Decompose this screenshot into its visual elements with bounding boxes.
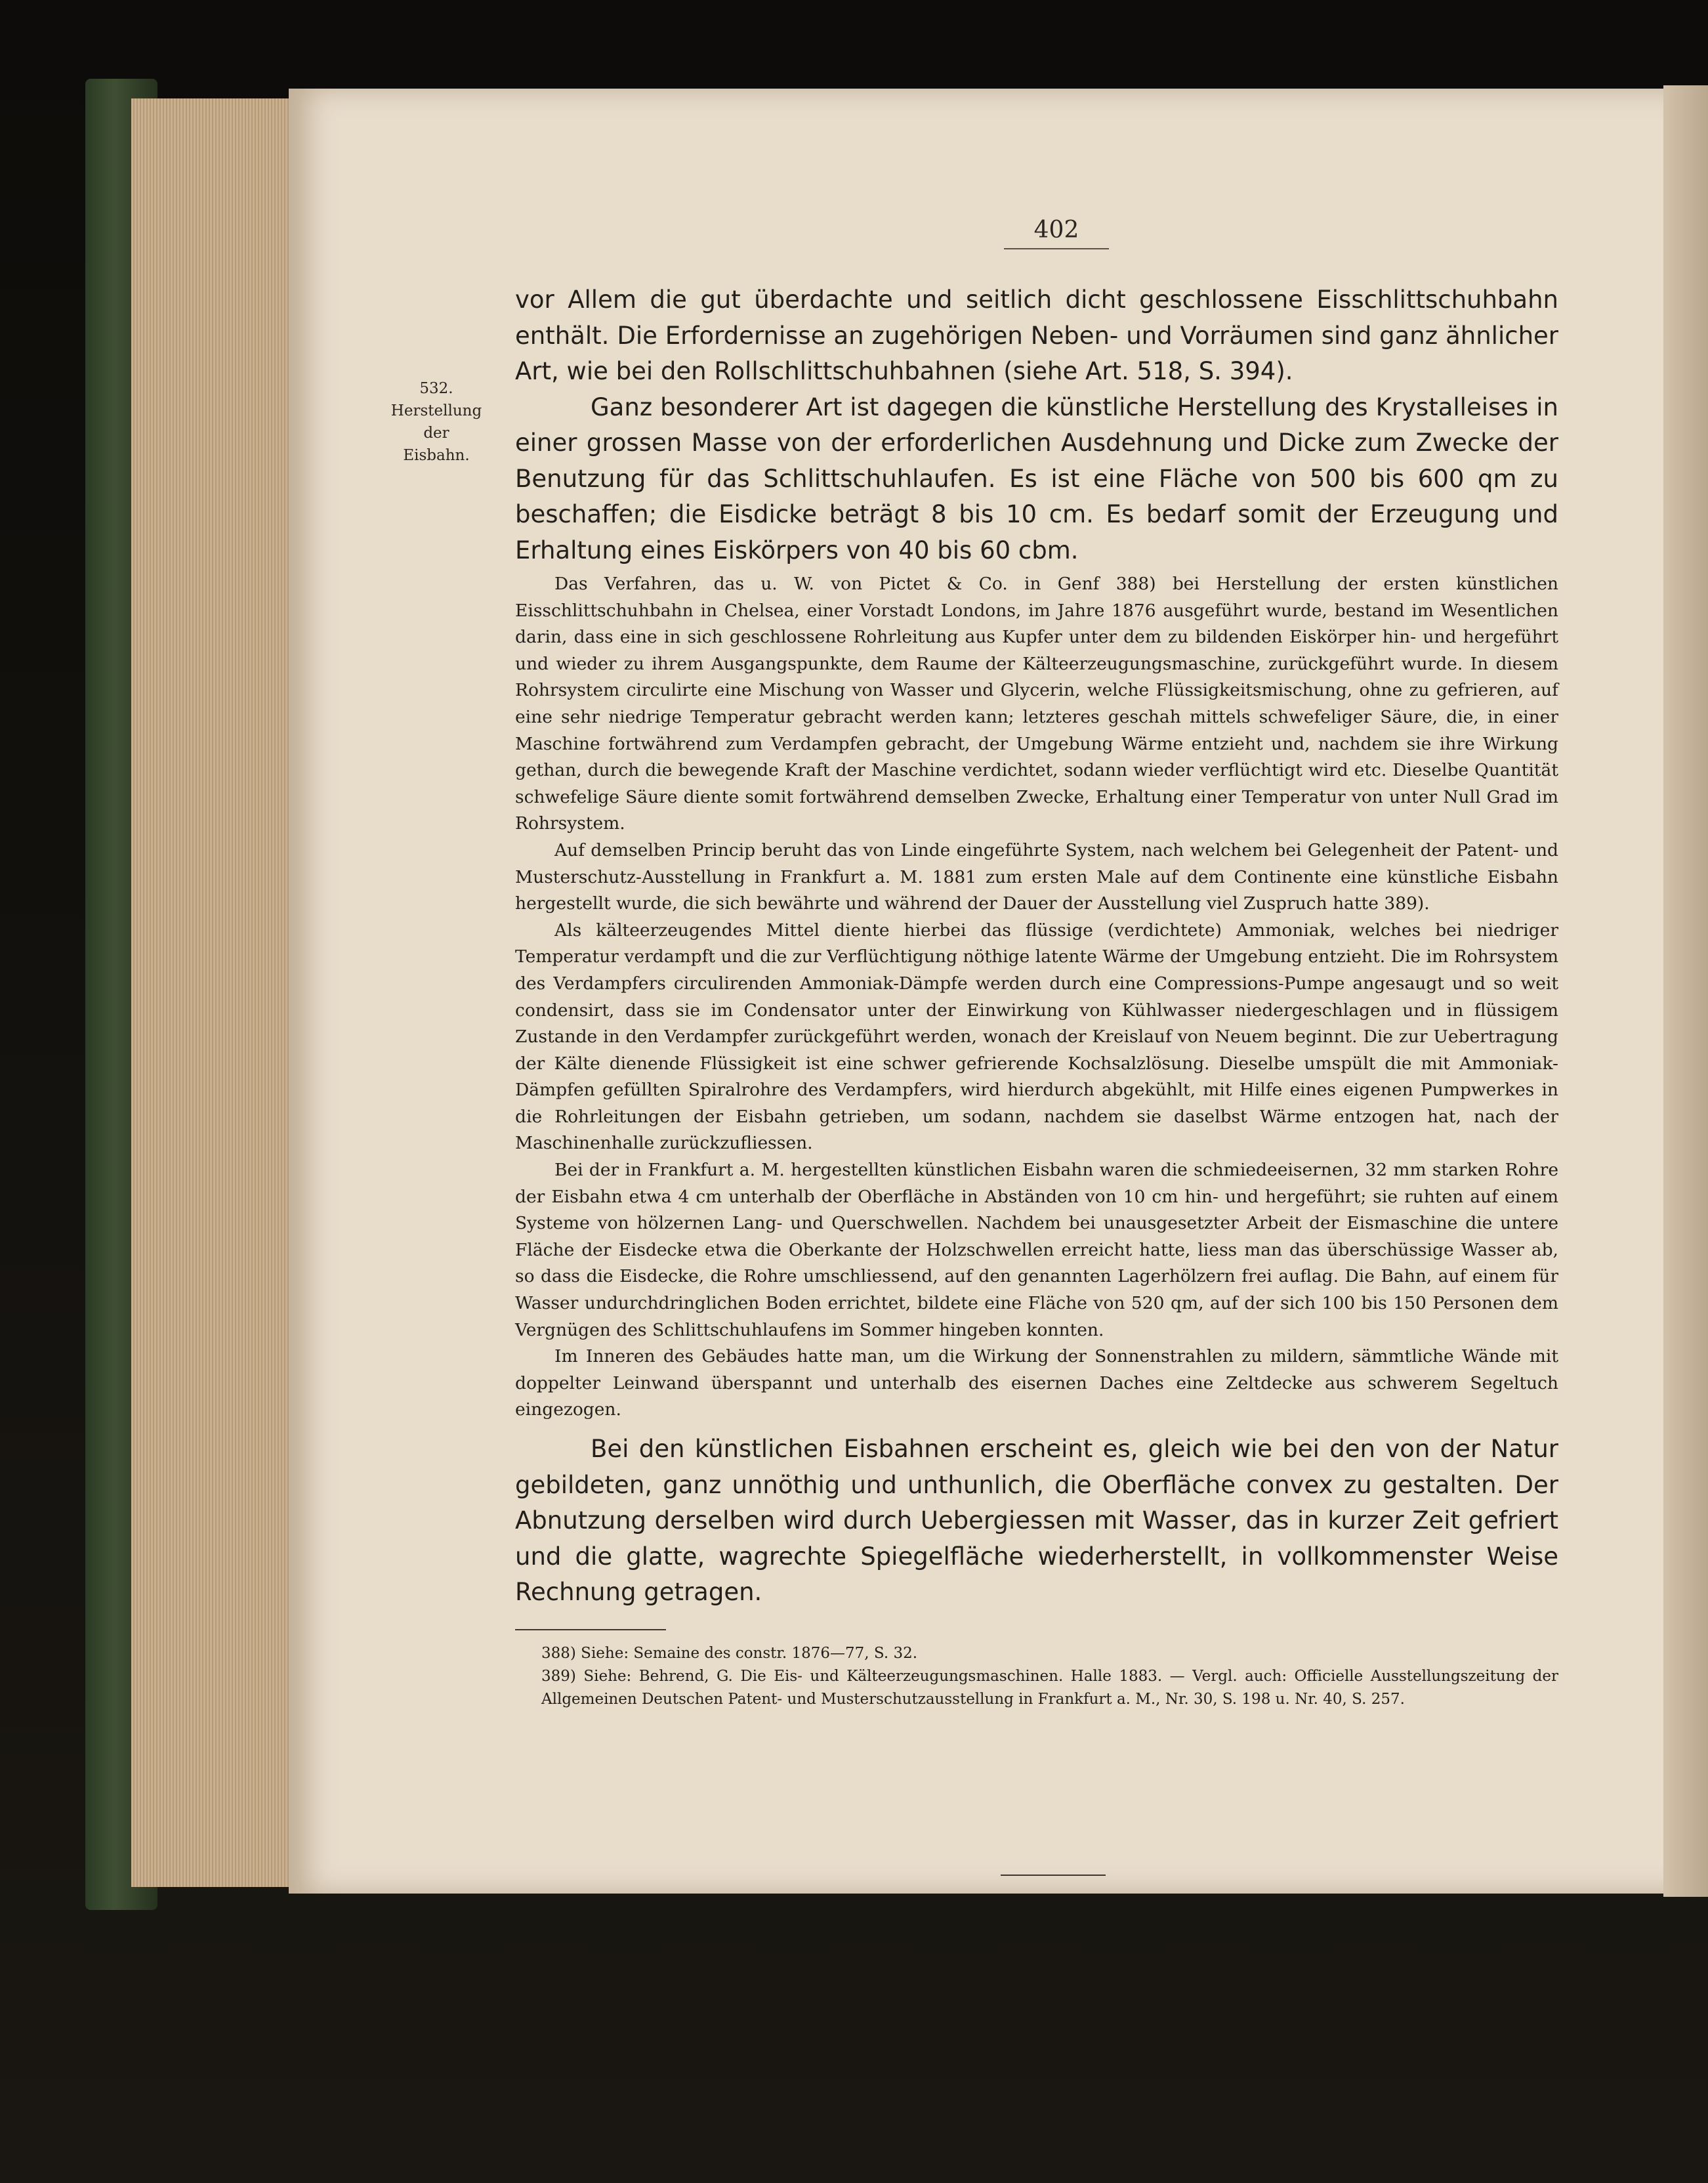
paragraph-small: Das Verfahren, das u. W. von Pictet & Co. in Genf 388) bei Herstellung der ersten künstlichen Eisschlittschuhbahn in Chelsea, einer Vorstadt Londons, im Jahre 1876 ausgeführt wurde, bestand im Wesentlichen darin, dass eine in sich geschlossene Rohrleitung aus Kupfer unter dem zu bildenden Eiskörper hin- und hergeführt und wieder zu ihrem Ausgangspunkte, dem Raume der Kälteerzeugungsmaschine, zurückgeführt wurde. In diesem Rohrsystem circulirte eine Mischung von Wasser und Glycerin, welche Flüssigkeitsmischung, ohne zu gefrieren, auf eine sehr niedrige Temperatur gebracht werden kann; letzteres geschah mittels schwefeliger Säure, die, in einer Maschine fortwährend zum Verdampfen gebracht, der Umgebung Wärme entzieht und, nachdem sie ihre Wirkung gethan, durch die bewegende Kraft der Maschine verdichtet, sodann wieder verflüchtigt wird etc. Dieselbe Quantität schwefelige Säure diente somit fortwährend demselben Zwecke, Erhaltung einer Temperatur von unter Null Grad im Rohrsystem. [515,574,1558,834]
margin-note-line: Eisbahn. [403,447,470,464]
paragraph-large: vor Allem die gut überdachte und seitlich dicht geschlossene Eisschlittschuhbahn enthält. Die Erfordernisse an zugehörigen Neben- und Vorräumen sind ganz ähnlicher Art, wie bei den Rollschlittschuhbahnen (siehe Art. 518, S. 394). [515,286,1558,385]
margin-note-line: der [423,425,449,442]
margin-note-line: 532. [419,380,453,397]
margin-note-line: Herstellung [390,402,482,419]
page-block-edges [131,98,295,1887]
footnote: 389) Siehe: Behrend, G. Die Eis- und Kälteerzeugungsmaschinen. Halle 1883. — Vergl. auch: Officielle Ausstellungszeitung der Allgemeinen Deutschen Patent- und Musterschutzausstellung in Frankfurt a. M., Nr. 30, S. 198 u. Nr. 40, S. 257. [541,1667,1558,1708]
main-text [515,282,1558,1711]
footnote-rule [515,1629,666,1630]
margin-note [384,377,489,467]
page-edge-right [1663,85,1708,1897]
paragraph-small: Im Inneren des Gebäudes hatte man, um die Wirkung der Sonnenstrahlen zu mildern, sämmtliche Wände mit doppelter Leinwand überspannt und unterhalb des eisernen Daches eine Zeltdecke aus schwerem Segeltuch eingezogen. [515,1346,1558,1420]
end-rule [1001,1875,1106,1876]
paragraph-large: Bei den künstlichen Eisbahnen erscheint es, gleich wie bei den von der Natur gebildeten, ganz unnöthig und unthunlich, die Oberfläche convex zu gestalten. Der Abnutzung derselben wird durch Uebergiessen mit Wasser, das in kurzer Zeit gefriert und die glatte, wagrechte Spiegelfläche wiederherstellt, in vollkommenster Weise Rechnung getragen. [515,1435,1558,1606]
page-number: 402 [1033,217,1079,244]
paragraph-small: Auf demselben Princip beruht das von Linde eingeführte System, nach welchem bei Gelegenheit der Patent- und Musterschutz-Ausstellung in Frankfurt a. M. 1881 zum ersten Male auf dem Continente eine künstliche Eisbahn hergestellt wurde, die sich bewährte und während der Dauer der Ausstellung viel Zuspruch hatte 389). [515,839,1558,914]
footnote: 388) Siehe: Semaine des constr. 1876—77, S. 32. [541,1644,918,1662]
page-number-rule [1004,248,1109,249]
paragraph-large: Ganz besonderer Art ist dagegen die künstliche Herstellung des Krystalleises in einer grossen Masse von der erforderlichen Ausdehnung und Dicke zum Zwecke der Benutzung für das Schlittschuhlaufen. Es ist eine Fläche von 500 bis 600 qm zu beschaffen; die Eisdicke beträgt 8 bis 10 cm. Es bedarf somit der Erzeugung und Erhaltung eines Eiskörpers von 40 bis 60 cbm. [515,392,1558,564]
paragraph-small: Als kälteerzeugendes Mittel diente hierbei das flüssige (verdichtete) Ammoniak, welches bei niedriger Temperatur verdampft und die zur Verflüchtigung nöthige latente Wärme der Umgebung entzieht. Die im Rohrsystem des Verdampfers circulirenden Ammoniak-Dämpfe werden durch eine Compressions-Pumpe angesaugt und so weit condensirt, dass sie im Condensator unter der Einwirkung von Kühlwasser niedergeschlagen und in flüssigem Zustande in den Verdampfer zurückgeführt werden, wonach der Kreislauf von Neuem beginnt. Die zur Uebertragung der Kälte dienende Flüssigkeit ist eine schwer gefrierende Kochsalzlösung. Dieselbe umspült die mit Ammoniak-Dämpfen gefüllten Spiralrohre des Verdampfers, wird hierdurch abgekühlt, mit Hilfe eines eigenen Pumpwerkes in die Rohrleitungen der Eisbahn getrieben, um sodann, nachdem sie daselbst Wärme entzogen hat, nach der Maschinenhalle zurückzufliessen. [515,920,1558,1154]
paragraph-small: Bei der in Frankfurt a. M. hergestellten künstlichen Eisbahn waren die schmiedeeisernen, 32 mm starken Rohre der Eisbahn etwa 4 cm unterhalb der Oberfläche in Abständen von 10 cm hin- und hergeführt; sie ruhten auf einem Systeme von hölzernen Lang- und Querschwellen. Nachdem bei unausgesetzter Arbeit der Eismaschine die untere Fläche der Eisdecke etwa die Oberkante der Holzschwellen erreicht hatte, liess man das überschüssige Wasser ab, so dass die Eisdecke, die Rohre umschliessend, auf den genannten Lagerhölzern frei auflag. Die Bahn, auf einem für Wasser undurchdringlichen Boden errichtet, bildete eine Fläche von 520 qm, auf der sich 100 bis 150 Personen dem Vergnügen des Schlittschuhlaufens im Sommer hingeben konnten. [515,1160,1558,1340]
